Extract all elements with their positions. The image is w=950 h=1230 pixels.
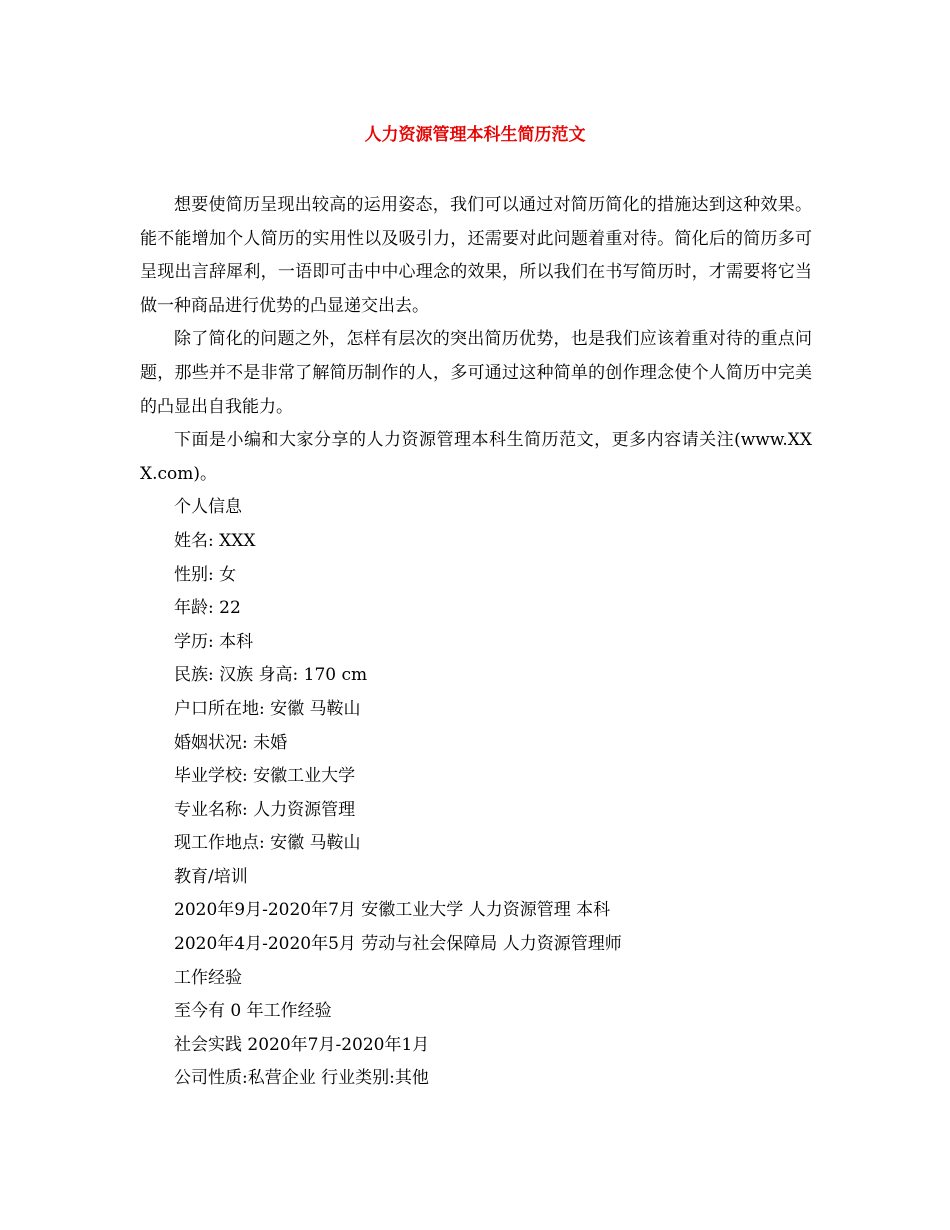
intro-paragraph-3: 下面是小编和大家分享的人力资源管理本科生简历范文，更多内容请关注(www.XXX.com)。 <box>140 430 812 484</box>
field-name: 姓名: XXX <box>174 530 256 551</box>
intro-paragraph-1: 想要使简历呈现出较高的运用姿态，我们可以通过对简历简化的措施达到这种效果。能不能增加个人简历的实用性以及吸引力，还需要对此问题着重对待。简化后的简历多可呈现出言辞犀利，一语即可击中中心理念的效果，所以我们在书写简历时，才需要将它当做一种商品进行优势的凸显递交出去。 <box>140 195 812 316</box>
education-entry-1: 2020年9月-2020年7月 安徽工业大学 人力资源管理 本科 <box>174 900 611 921</box>
field-education: 学历: 本科 <box>174 631 254 652</box>
field-age: 年龄: 22 <box>174 598 241 619</box>
social-practice-period: 社会实践 2020年7月-2020年1月 <box>174 1034 430 1055</box>
document-body <box>140 189 812 1096</box>
field-hukou: 户口所在地: 安徽 马鞍山 <box>174 698 361 719</box>
field-school: 毕业学校: 安徽工业大学 <box>174 766 356 787</box>
field-work-location: 现工作地点: 安徽 马鞍山 <box>174 833 361 854</box>
company-info: 公司性质:私营企业 行业类别:其他 <box>174 1068 429 1089</box>
intro-paragraph-2: 除了简化的问题之外，怎样有层次的突出简历优势，也是我们应该着重对待的重点问题，那些并不是非常了解简历制作的人，多可通过这种简单的创作理念使个人简历中完美的凸显出自我能力。 <box>140 329 812 417</box>
field-marital-status: 婚姻状况: 未婚 <box>174 732 288 753</box>
field-gender: 性别: 女 <box>174 564 237 585</box>
field-major: 专业名称: 人力资源管理 <box>174 799 356 820</box>
work-experience-years: 至今有 0 年工作经验 <box>174 1001 332 1022</box>
section-heading-personal-info: 个人信息 <box>174 497 242 518</box>
document-title: 人力资源管理本科生简历范文 <box>364 125 586 145</box>
field-ethnicity-height: 民族: 汉族 身高: 170 cm <box>174 665 368 686</box>
section-heading-education: 教育/培训 <box>174 866 248 887</box>
section-heading-work-experience: 工作经验 <box>174 967 242 988</box>
education-entry-2: 2020年4月-2020年5月 劳动与社会保障局 人力资源管理师 <box>174 934 622 955</box>
